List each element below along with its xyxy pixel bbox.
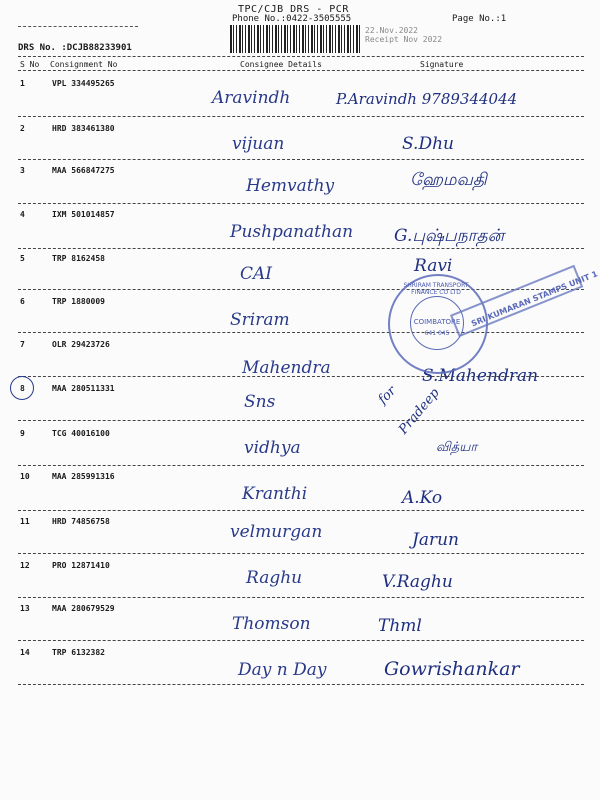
row-sno: 7	[20, 340, 25, 349]
signature: S.Mahendran	[422, 366, 539, 386]
column-header-sno: S No	[20, 60, 40, 69]
row-divider	[18, 465, 584, 466]
consignee-name: CAI	[240, 264, 272, 284]
row-consignment-no: MAA 285991316	[52, 472, 115, 481]
row-sno: 13	[20, 604, 30, 613]
signature: G.புஷ்பநாதன்	[394, 226, 505, 246]
row-consignment-no: MAA 280511331	[52, 384, 115, 393]
faded-stamp-text: 22.Nov.2022 Receipt Nov 2022	[365, 26, 443, 44]
column-header-consignment: Consignment No	[50, 60, 118, 69]
row-divider	[18, 597, 584, 598]
header-divider	[18, 26, 138, 27]
row-divider	[18, 684, 584, 685]
signature: Ravi	[414, 256, 453, 276]
row-divider	[18, 203, 584, 204]
rectangular-stamp-text: SRI KUMARAN STAMPS UNIT 1	[470, 269, 599, 329]
row-sno: 10	[20, 472, 30, 481]
phone-number: Phone No.:0422-3505555	[232, 14, 352, 24]
row-consignment-no: OLR 29423726	[52, 340, 110, 349]
consignee-name: Aravindh	[212, 88, 291, 108]
divider	[18, 70, 584, 71]
consignee-name: Mahendra	[242, 358, 331, 378]
row-sno: 6	[20, 297, 25, 306]
document-title: TPC/CJB DRS - PCR	[238, 4, 349, 15]
row-consignment-no: TCG 40016100	[52, 429, 110, 438]
row-sno: 12	[20, 561, 30, 570]
consignee-name: Day n Day	[238, 660, 327, 680]
row-divider	[18, 332, 584, 333]
row-sno: 14	[20, 648, 30, 657]
row-divider	[18, 248, 584, 249]
signature: ஹேமவதி	[410, 170, 487, 190]
consignee-name: Kranthi	[242, 484, 308, 504]
stamp-pin: 641 045	[424, 330, 450, 337]
drs-number: DRS No. :DCJB88233901	[18, 43, 132, 53]
row-sno: 5	[20, 254, 25, 263]
row-divider	[18, 553, 584, 554]
consignee-name: velmurgan	[230, 522, 323, 542]
row-sno: 4	[20, 210, 25, 219]
row-consignment-no: TRP 1880009	[52, 297, 105, 306]
consignee-name: vijuan	[232, 134, 285, 154]
signature: V.Raghu	[382, 572, 453, 592]
barcode-image	[230, 25, 360, 53]
signature: A.Ko	[402, 488, 443, 508]
column-header-consignee: Consignee Details	[240, 60, 322, 69]
row-consignment-no: PRO 12871410	[52, 561, 110, 570]
row-consignment-no: VPL 334495265	[52, 79, 115, 88]
row-consignment-no: TRP 8162458	[52, 254, 105, 263]
row-sno: 9	[20, 429, 25, 438]
row-consignment-no: MAA 280679529	[52, 604, 115, 613]
column-header-signature: Signature	[420, 60, 464, 69]
stamp-arc-text: SHRIRAM TRANSPORT FINANCE CO LTD	[403, 282, 469, 296]
row-consignment-no: HRD 383461380	[52, 124, 115, 133]
page-number: Page No.:1	[452, 14, 507, 24]
row-divider	[18, 420, 584, 421]
consignee-name: Pushpanathan	[230, 222, 354, 242]
signature: Jarun	[412, 530, 459, 550]
row-divider	[18, 510, 584, 511]
signature: Gowrishankar	[384, 658, 520, 680]
row-consignment-no: MAA 566847275	[52, 166, 115, 175]
row-divider	[18, 116, 584, 117]
stamp-city: COIMBATORE	[413, 318, 461, 326]
for-name-annotation: Pradeep	[396, 385, 443, 438]
row-divider	[18, 289, 584, 290]
row-sno: 8	[20, 384, 25, 393]
row-sno: 1	[20, 79, 25, 88]
consignee-name: Thomson	[232, 614, 311, 634]
for-annotation: for	[375, 383, 400, 408]
consignee-name: Raghu	[246, 568, 303, 588]
divider	[18, 56, 584, 57]
row-divider	[18, 640, 584, 641]
consignee-name: Hemvathy	[246, 176, 335, 196]
signature: S.Dhu	[402, 134, 454, 154]
consignee-name: vidhya	[244, 438, 301, 458]
row-consignment-no: HRD 74856758	[52, 517, 110, 526]
consignee-name: Sriram	[230, 310, 290, 330]
row-sno: 2	[20, 124, 25, 133]
consignee-name: Sns	[244, 392, 276, 412]
row-sno: 3	[20, 166, 25, 175]
signature: Thml	[378, 616, 422, 636]
row-consignment-no: TRP 6132382	[52, 648, 105, 657]
row-sno: 11	[20, 517, 30, 526]
signature: P.Aravindh 9789344044	[336, 90, 518, 108]
row-consignment-no: IXM 501014857	[52, 210, 115, 219]
signature: வித்யா	[436, 440, 478, 455]
row-divider	[18, 159, 584, 160]
